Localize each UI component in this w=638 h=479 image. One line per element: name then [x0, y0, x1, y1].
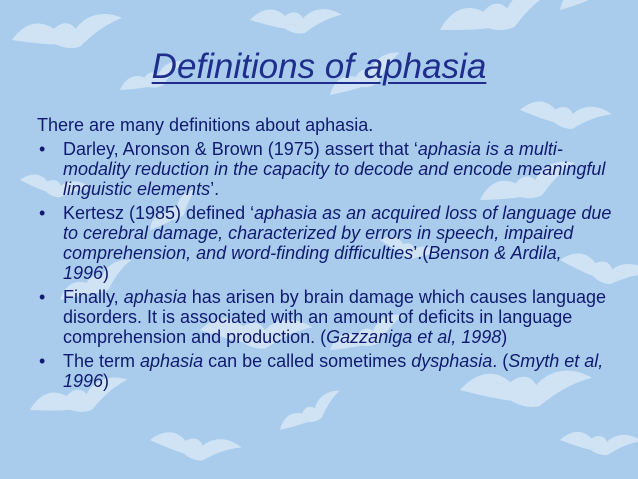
intro-text: There are many definitions about aphasia.: [37, 115, 374, 135]
definition-list: [37, 139, 612, 391]
slide-title: Definitions of aphasia: [151, 47, 487, 86]
term: dysphasia: [411, 351, 493, 371]
bullet-icon: •: [39, 351, 46, 371]
citation: Smyth et al, 1996: [63, 351, 604, 391]
definition-quote: aphasia is a multi-modality reduction in the capacity to decode and encode meaningful linguistic elements: [63, 139, 606, 199]
text-run: ’.: [210, 179, 220, 199]
text-run: Darley, Aronson & Brown (1975) assert that ‘: [63, 139, 418, 159]
definition-item-kertesz: [37, 203, 612, 283]
citation: Benson & Ardila, 1996: [63, 243, 562, 283]
text-run: can be called sometimes: [203, 351, 412, 371]
definition-quote: aphasia as an acquired loss of language due to cerebral damage, characterized by errors in speech, impaired comprehension, and word-finding difficulties: [63, 203, 612, 263]
text-run: has arisen by brain damage which causes language disorders. It is associated with an amount of deficits in language comprehension and production. (: [63, 287, 607, 347]
text-run: ’.(: [413, 243, 429, 263]
definition-item-smyth: [37, 351, 612, 391]
definition-item-darley: [37, 139, 612, 199]
definition-item-gazzaniga: [37, 287, 612, 347]
bullet-icon: •: [39, 139, 46, 159]
text-run: ): [501, 327, 508, 347]
bullet-icon: •: [39, 287, 46, 307]
term: aphasia: [140, 351, 204, 371]
citation: Gazzaniga et al, 1998: [326, 327, 502, 347]
text-run: Finally,: [63, 287, 124, 307]
text-run: ): [103, 371, 110, 391]
text-run: . (: [492, 351, 509, 371]
text-run: ): [103, 263, 110, 283]
bullet-icon: •: [39, 203, 46, 223]
text-run: Kertesz (1985) defined ‘: [63, 203, 255, 223]
term: aphasia: [123, 287, 187, 307]
text-run: The term: [63, 351, 141, 371]
slide-body: [37, 115, 612, 395]
